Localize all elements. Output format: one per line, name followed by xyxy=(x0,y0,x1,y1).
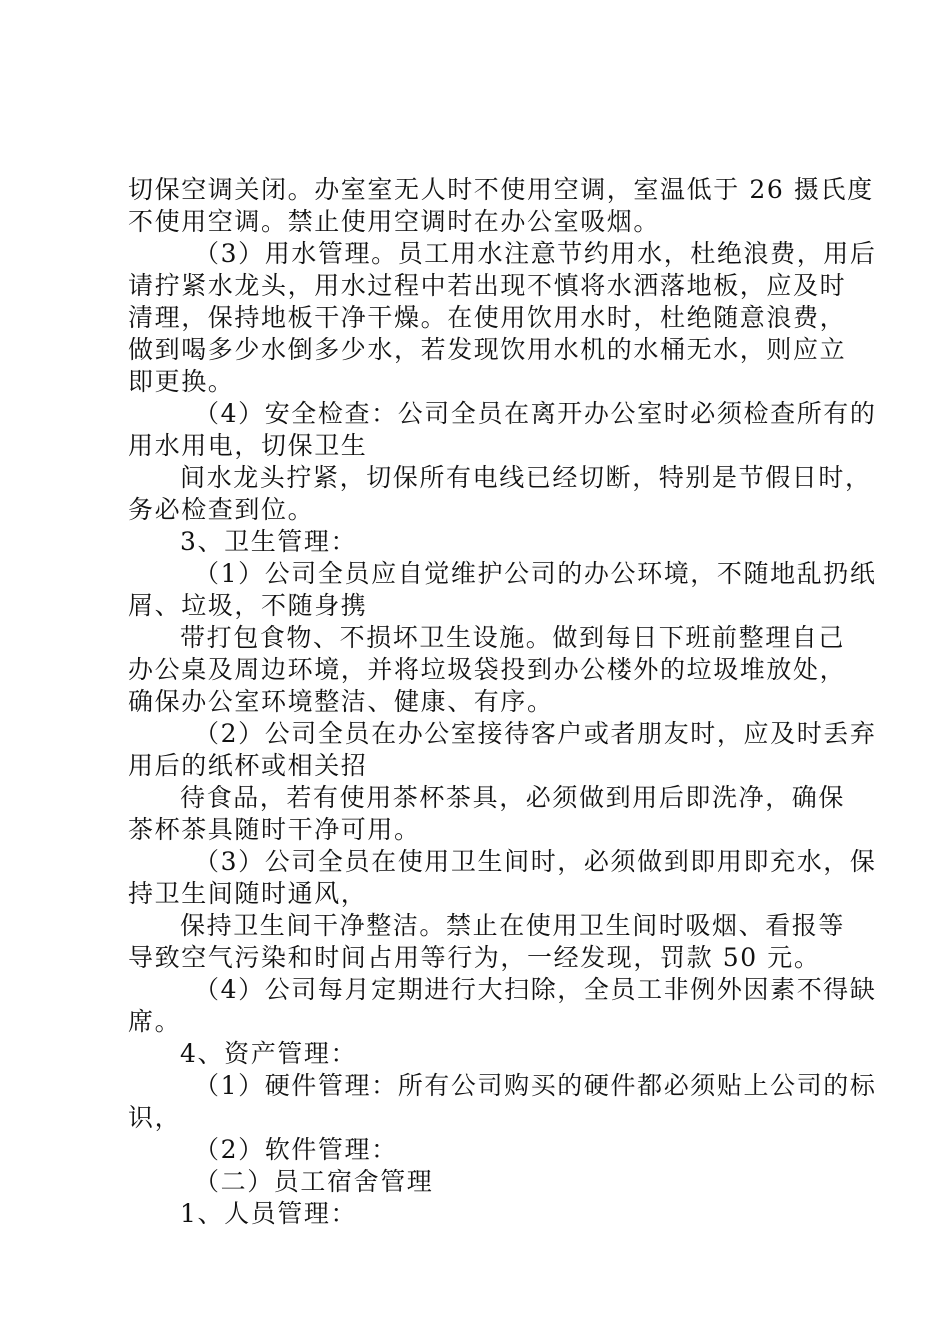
text-line: （2）软件管理： xyxy=(194,1135,398,1164)
text-line: 间水龙头拧紧，切保所有电线已经切断，特别是节假日时， xyxy=(180,463,872,492)
text-line: 保持卫生间干净整洁。禁止在使用卫生间时吸烟、看报等 xyxy=(180,911,846,940)
text-line: （1）硬件管理：所有公司购买的硬件都必须贴上公司的标 xyxy=(194,1071,877,1100)
body-text xyxy=(128,174,877,1230)
text-line: （1）公司全员应自觉维护公司的办公环境，不随地乱扔纸 xyxy=(194,559,877,588)
text-line: 带打包食物、不损坏卫生设施。做到每日下班前整理自己 xyxy=(180,623,846,652)
text-line: 席。 xyxy=(128,1007,182,1036)
text-line: （2）公司全员在办公室接待客户或者朋友时，应及时丢弃 xyxy=(194,719,877,748)
text-line: 茶杯茶具随时干净可用。 xyxy=(128,815,421,844)
text-line: 导致空气污染和时间占用等行为，一经发现，罚款 50 元。 xyxy=(128,943,821,972)
text-line: 待食品，若有使用茶杯茶具，必须做到用后即洗净，确保 xyxy=(180,783,846,812)
text-line: 识， xyxy=(128,1103,182,1132)
text-line: （4）公司每月定期进行大扫除，全员工非例外因素不得缺 xyxy=(194,975,877,1004)
text-line: 即更换。 xyxy=(128,367,235,396)
section-heading: 4、资产管理： xyxy=(180,1039,358,1068)
text-line: 确保办公室环境整洁、健康、有序。 xyxy=(128,687,554,716)
text-line: 切保空调关闭。办室室无人时不使用空调，室温低于 26 摄氏度 xyxy=(128,175,874,204)
text-line: 用水用电，切保卫生 xyxy=(128,431,368,460)
text-line: 做到喝多少水倒多少水，若发现饮用水机的水桶无水，则应立 xyxy=(128,335,847,364)
text-line: 持卫生间随时通风， xyxy=(128,879,368,908)
text-line: （3）用水管理。员工用水注意节约用水，杜绝浪费，用后 xyxy=(194,239,877,268)
section-heading: 3、卫生管理： xyxy=(180,527,358,556)
text-line: 屑、垃圾，不随身携 xyxy=(128,591,368,620)
text-line: 清理，保持地板干净干燥。在使用饮用水时，杜绝随意浪费， xyxy=(128,303,847,332)
text-line: 务必检查到位。 xyxy=(128,495,315,524)
text-line: 用后的纸杯或相关招 xyxy=(128,751,368,780)
section-heading: （二）员工宿舍管理 xyxy=(194,1167,434,1196)
text-line: （3）公司全员在使用卫生间时，必须做到即用即充水，保 xyxy=(194,847,877,876)
text-line: 不使用空调。禁止使用空调时在办公室吸烟。 xyxy=(128,207,661,236)
text-line: （4）安全检查：公司全员在离开办公室时必须检查所有的 xyxy=(194,399,877,428)
text-line: 请拧紧水龙头，用水过程中若出现不慎将水洒落地板，应及时 xyxy=(128,271,847,300)
text-line: 办公桌及周边环境，并将垃圾袋投到办公楼外的垃圾堆放处， xyxy=(128,655,847,684)
section-heading: 1、人员管理： xyxy=(180,1199,358,1228)
